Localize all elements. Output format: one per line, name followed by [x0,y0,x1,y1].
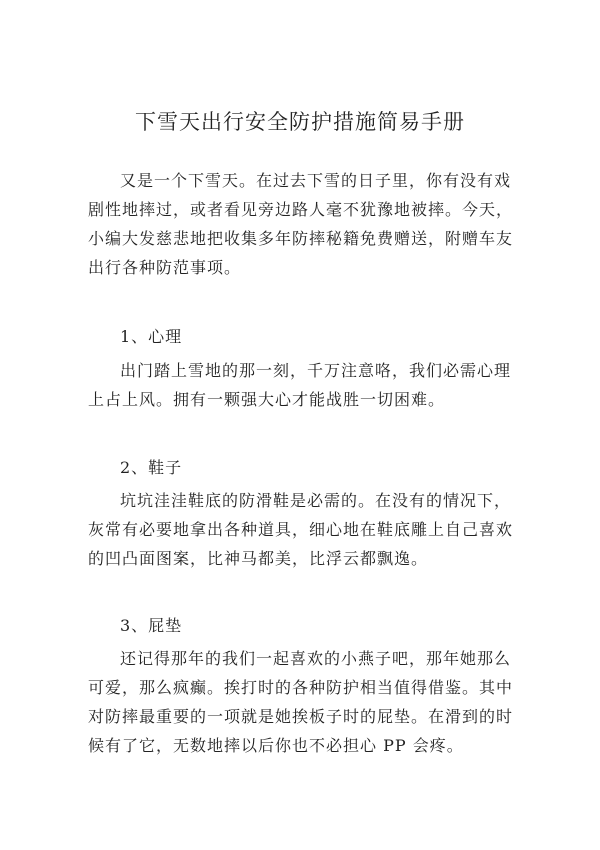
section-heading-shoes: 2、鞋子 [120,458,183,477]
section-body-cushion: 还记得那年的我们一起喜欢的小燕子吧，那年她那么可爱，那么疯癫。挨打时的各种防护相当值得借鉴。其中对防摔最重要的一项就是她挨板子时的屁垫。在滑到的时候有了它，无数地摔以后你也不必担心 PP 会疼。 [88,649,514,755]
page-title: 下雪天出行安全防护措施简易手册 [135,110,465,134]
section-body-psychology: 出门踏上雪地的那一刻，千万注意咯，我们必需心理上占上风。拥有一颗强大心才能战胜一切困难。 [88,361,512,409]
section-heading-psychology: 1、心理 [120,327,183,346]
section-body-shoes: 坑坑洼洼鞋底的防滑鞋是必需的。在没有的情况下，灰常有必要地拿出各种道具，细心地在鞋底雕上自己喜欢的凹凸面图案，比神马都美，比浮云都飘逸。 [88,491,514,568]
section-heading-cushion: 3、屁垫 [120,616,183,635]
intro-paragraph: 又是一个下雪天。在过去下雪的日子里，你有没有戏剧性地摔过，或者看见旁边路人毫不犹豫地被摔。今天，小编大发慈悲地把收集多年防摔秘籍免费赠送，附赠车友出行各种防范事项。 [88,171,514,277]
